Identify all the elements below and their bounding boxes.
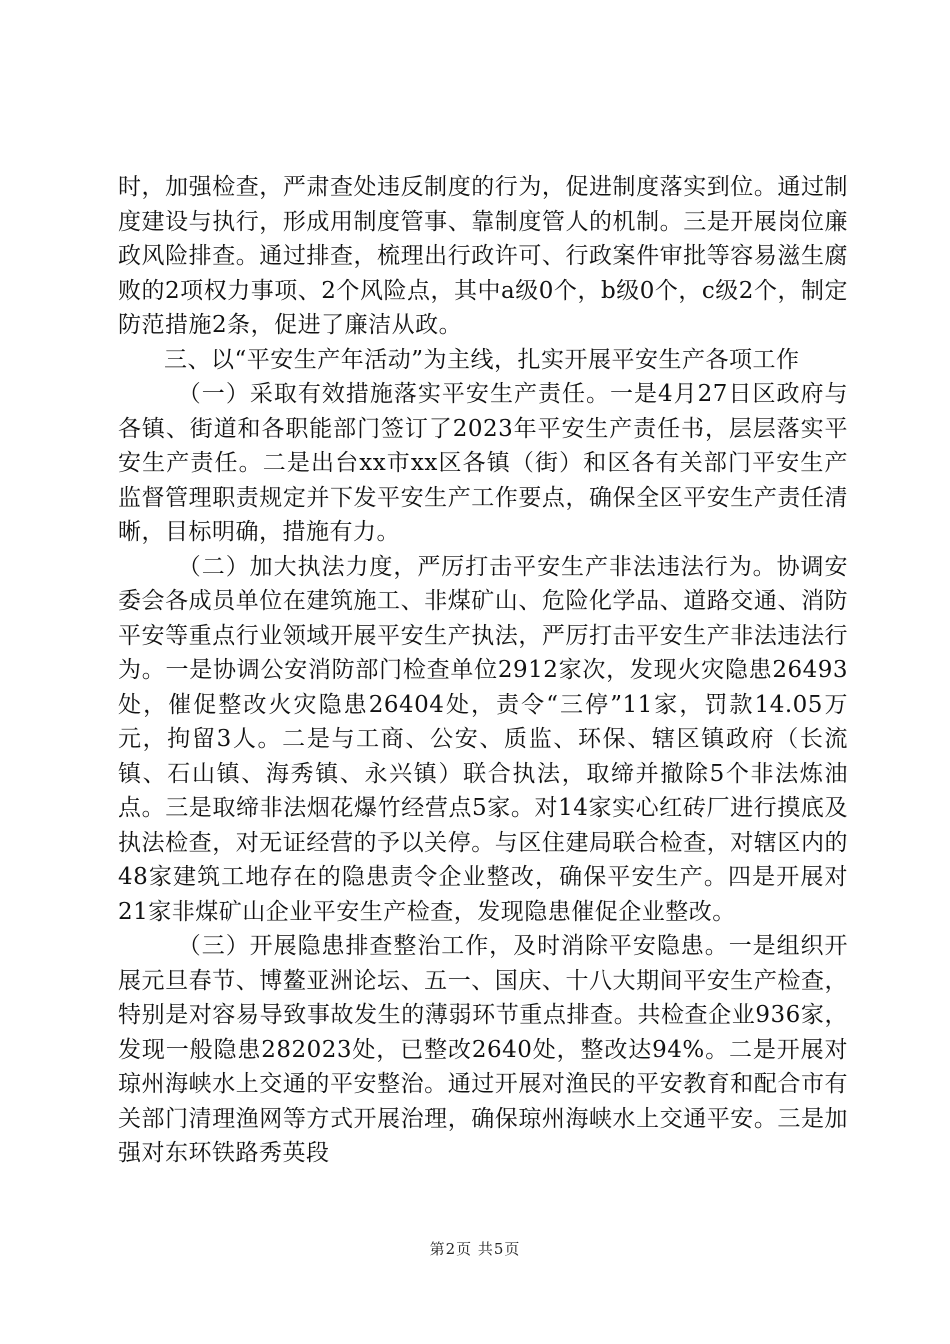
paragraph-continuation: 时，加强检查，严肃查处违反制度的行为，促进制度落实到位。通过制度建设与执行，形成用制度管事、靠制度管人的机制。三是开展岗位廉政风险排查。通过排查，梳理出行政许可、行政案件审批等容易滋生腐败的2项权力事项、2个风险点，其中a级0个，b级0个，c级2个，制定防范措施2条，促进了廉洁从政。 [118, 174, 848, 338]
section-heading-three: 三、以“平安生产年活动”为主线，扎实开展平安生产各项工作 [164, 346, 800, 373]
paragraph-item-three: （三）开展隐患排查整治工作，及时消除平安隐患。一是组织开展元旦春节、博鳌亚洲论坛、五一、国庆、十八大期间平安生产检查，特别是对容易导致事故发生的薄弱环节重点排查。共检查企业936家，发现一般隐患282023处，已整改2640处，整改达94%。二是开展对琼州海峡水上交通的平安整治。通过开展对渔民的平安教育和配合市有关部门清理渔网等方式开展治理，确保琼州海峡水上交通平安。三是加强对东环铁路秀英段 [118, 933, 848, 1166]
page-footer: 第2页 共5页 [429, 1240, 521, 1258]
paragraph-item-one: （一）采取有效措施落实平安生产责任。一是4月27日区政府与各镇、街道和各职能部门签订了2023年平安生产责任书，层层落实平安生产责任。二是出台xx市xx区各镇（街）和区各有关部门平安生产监督管理职责规定并下发平安生产工作要点，确保全区平安生产责任清晰，目标明确，措施有力。 [118, 381, 848, 545]
paragraph-item-two: （二）加大执法力度，严厉打击平安生产非法违法行为。协调安委会各成员单位在建筑施工、非煤矿山、危险化学品、道路交通、消防平安等重点行业领域开展平安生产执法，严厉打击平安生产非法违法行为。一是协调公安消防部门检查单位2912家次，发现火灾隐患26493处，催促整改火灾隐患26404处，责令“三停”11家，罚款14.05万元，拘留3人。二是与工商、公安、质监、环保、辖区镇政府（长流镇、石山镇、海秀镇、永兴镇）联合执法，取缔并撤除5个非法炼油点。三是取缔非法烟花爆竹经营点5家。对14家实心红砖厂进行摸底及执法检查，对无证经营的予以关停。与区住建局联合检查，对辖区内的48家建筑工地存在的隐患责令企业整改，确保平安生产。四是开展对21家非煤矿山企业平安生产检查，发现隐患催促企业整改。 [118, 553, 848, 925]
document-body [118, 170, 848, 1171]
